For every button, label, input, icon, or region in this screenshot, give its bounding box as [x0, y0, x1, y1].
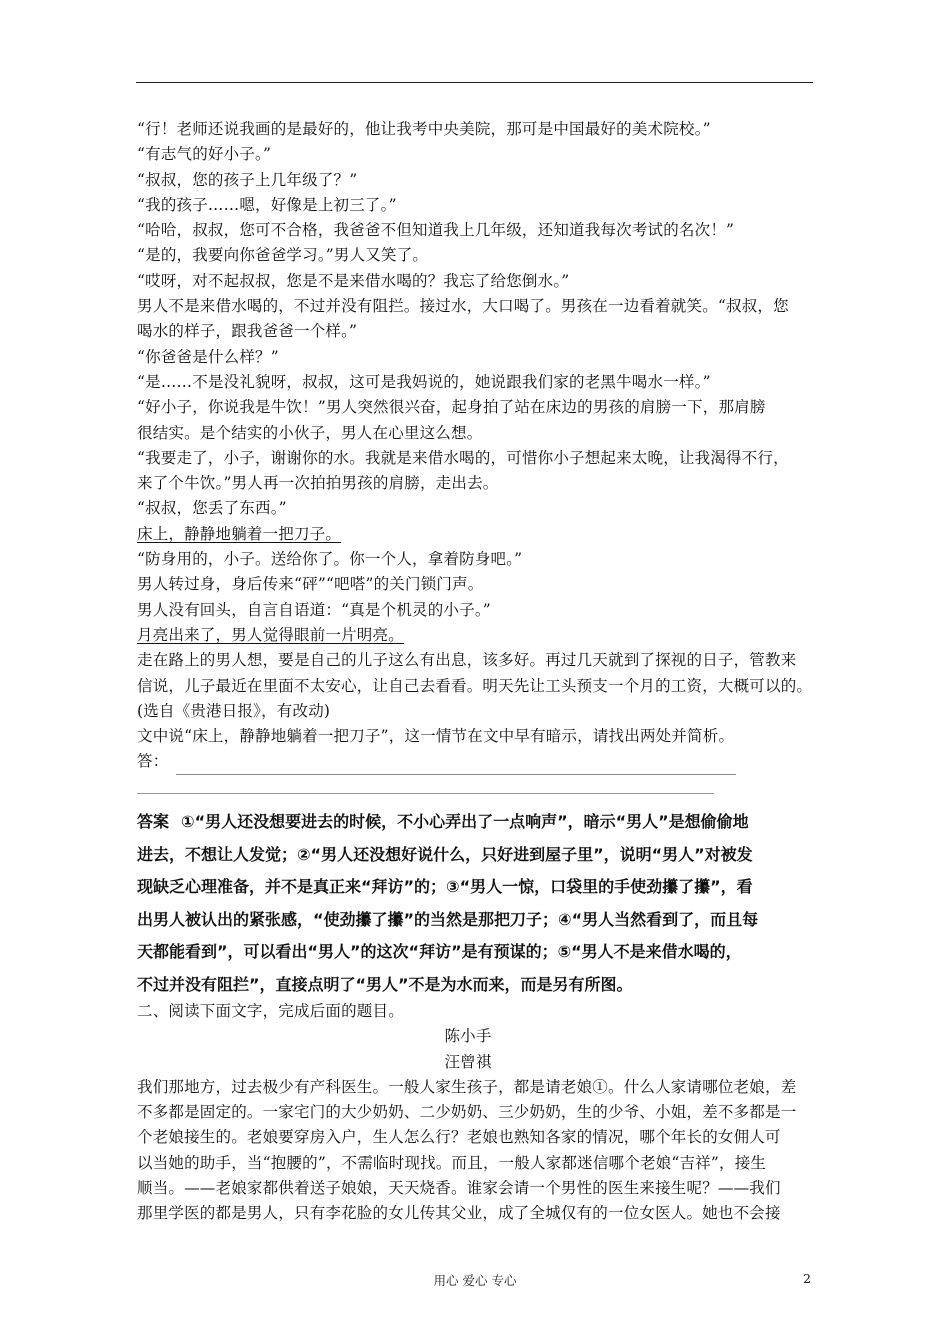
passage-line: 很结实。是个结实的小伙子，男人在心里这么想。	[137, 423, 483, 442]
passage-line: 信说，儿子最近在里面不太安心，让自己去看看。明天先让工头预支一个月的工资，大概可以的。	[137, 676, 813, 695]
passage-line: 走在路上的男人想，要是自己的儿子这么有出息，该多好。再过几天就到了探视的日子，管教来	[137, 651, 797, 670]
passage-line: “是……不是没礼貌呀，叔叔，这可是我妈说的，她说跟我们家的老黑牛喝水一样。”	[137, 372, 711, 391]
answer-line: 现缺乏心理准备，并不是真正来“拜访”的；③“男人一惊，口袋里的手使劲攥了攥”，看	[137, 877, 753, 896]
article-line: 我们那地方，过去极少有产科医生。一般人家生孩子，都是请老娘①。什么人家请哪位老娘，差	[137, 1077, 797, 1096]
answer-line-text: ①“男人还没想要进去的时候，不小心弄出了一点响声”，暗示“男人”是想偷偷地	[181, 812, 749, 831]
underlined-passage-line: 月亮出来了，男人觉得眼前一片明亮。	[137, 625, 404, 644]
passage-line: “行！老师还说我画的是最好的，他让我考中央美院，那可是中国最好的美术院校。”	[137, 120, 711, 138]
passage-line: “是的，我要向你爸爸学习。”男人又笑了。	[137, 246, 429, 265]
question-text: 文中说“床上，静静地躺着一把刀子”，这一情节在文中早有暗示，请找出两处并简析。	[137, 727, 735, 746]
article-line: 不多都是固定的。一家宅门的大少奶奶、二少奶奶、三少奶奶，生的少爷、小姐，差不多都是一	[137, 1103, 797, 1122]
answer-block	[137, 806, 817, 1001]
answer-blank-line-2	[137, 793, 714, 794]
passage-line: “有志气的好小子。”	[137, 145, 272, 164]
passage-line: “叔叔，您丢了东西。”	[137, 499, 287, 518]
header-rule	[136, 82, 813, 83]
passage-line: “叔叔，您的孩子上几年级了？”	[137, 170, 358, 189]
underlined-passage-line: 床上，静静地躺着一把刀子。	[137, 524, 342, 543]
passage-line: “我的孩子……嗯，好像是上初三了。”	[137, 195, 397, 214]
answer-tag: 答案	[137, 812, 170, 831]
passage-line: 男人转过身，身后传来“砰”“吧嗒”的关门锁门声。	[137, 575, 484, 594]
passage-line: 来了个牛饮。”男人再一次拍拍男孩的肩膀，走出去。	[137, 474, 499, 493]
passage-line: “好小子，你说我是牛饮！”男人突然很兴奋，起身拍了站在床边的男孩的肩膀一下，那肩膀	[137, 398, 766, 417]
passage-line: 男人没有回头，自言自语道：“真是个机灵的小子。”	[137, 600, 491, 619]
answer-prompt-row	[137, 749, 817, 774]
article-line: 顺当。——老娘家都供着送子娘娘，天天烧香。谁家会请一个男性的医生来接生呢？——我们	[137, 1179, 781, 1198]
page-number: 2	[803, 1271, 811, 1286]
answer-prompt-label: 答：	[137, 752, 169, 771]
passage-line: 喝水的样子，跟我爸爸一个样。”	[137, 322, 358, 341]
source-citation: (选自《贵港日报》，有改动)	[137, 701, 331, 720]
answer-line: 进去，不想让人发觉；②“男人还没想好说什么，只好进到屋子里”，说明“男人”对被发	[137, 844, 753, 864]
answer-blank-line	[176, 760, 736, 775]
passage-line: “你爸爸是什么样？”	[137, 347, 279, 366]
passage-line: 男人不是来借水喝的，不过并没有阻拦。接过水，大口喝了。男孩在一边看着就笑。“叔叔，您	[137, 297, 789, 316]
section-two	[137, 999, 817, 1227]
answer-line: 天都能看到”，可以看出“男人”的这次“拜访”是有预谋的；⑤“男人不是来借水喝的，	[137, 942, 742, 961]
passage-line: “防身用的，小子。送给你了。你一个人，拿着防身吧。”	[137, 550, 523, 569]
article-line: 个老娘接生的。老娘要穿房入户，生人怎么行？老娘也熟知各家的情况，哪个年长的女佣人可	[137, 1128, 781, 1147]
passage-line: “我要走了，小子，谢谢你的水。我就是来借水喝的，可惜你小子想起来太晚，让我渴得不行，	[137, 448, 789, 467]
article-line: 那里学医的都是男人，只有李花脸的女儿传其父业，成了全城仅有的一位女医人。她也不会接	[137, 1204, 781, 1223]
passage-line: “哈哈，叔叔，您可不合格，我爸爸不但知道我上几年级，还知道我每次考试的名次！”	[137, 221, 735, 240]
passage	[137, 117, 817, 775]
article-author: 汪曾祺	[444, 1052, 492, 1071]
passage-line: “哎呀，对不起叔叔，您是不是来借水喝的？我忘了给您倒水。”	[137, 271, 570, 290]
article-line: 以当她的助手，当“抱腰的”，不需临时现找。而且，一般人家都迷信哪个老娘“吉祥”，接生	[137, 1153, 767, 1172]
answer-line: 不过并没有阻拦”，直接点明了“男人”不是为水而来，而是另有所图。	[137, 974, 633, 994]
answer-line: 出男人被认出的紧张感，“使劲攥了攥”的当然是那把刀子；④“男人当然看到了，而且每	[137, 909, 759, 929]
article-title: 陈小手	[444, 1027, 492, 1046]
footer-slogan: 用心 爱心 专心	[433, 1273, 517, 1288]
section-heading: 二、阅读下面文字，完成后面的题目。	[137, 1002, 404, 1020]
answer-line	[137, 806, 817, 839]
